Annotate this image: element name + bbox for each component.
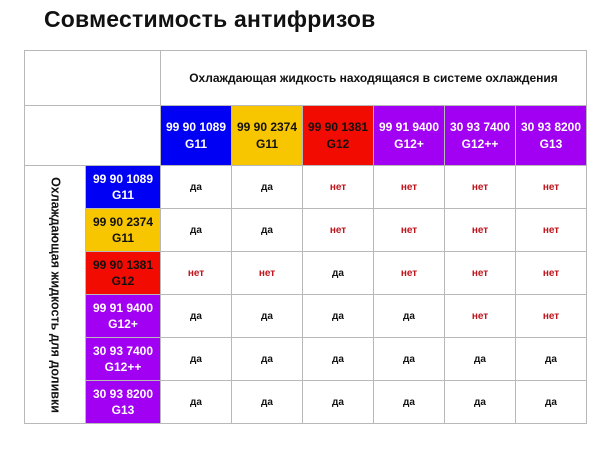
table-header-row	[25, 51, 587, 106]
compatibility-cell: нет	[516, 252, 587, 295]
table-corner-lower	[25, 106, 161, 166]
compatibility-cell: да	[232, 295, 303, 338]
coolant-code: 99 90 2374	[92, 215, 154, 229]
coolant-code: 30 93 7400	[449, 119, 511, 134]
coolant-code: 99 90 1089	[165, 119, 227, 134]
coolant-code: 30 93 8200	[92, 387, 154, 401]
coolant-grade: G11	[184, 136, 208, 151]
row-header-3	[86, 252, 161, 295]
row-header-5	[86, 338, 161, 381]
coolant-grade: G13	[539, 136, 563, 151]
coolant-code: 99 91 9400	[92, 301, 154, 315]
compatibility-cell: нет	[516, 209, 587, 252]
compatibility-cell: да	[445, 338, 516, 381]
compatibility-cell: нет	[445, 252, 516, 295]
side-caption: Охлаждающая жидкость для доливки	[48, 176, 63, 413]
compatibility-cell: да	[161, 338, 232, 381]
coolant-grade: G11	[111, 231, 135, 245]
table-row	[25, 381, 587, 424]
table-row	[25, 338, 587, 381]
compatibility-cell: нет	[374, 209, 445, 252]
coolant-code: 99 91 9400	[378, 119, 440, 134]
compatibility-cell: да	[161, 381, 232, 424]
compatibility-table	[24, 50, 587, 424]
compatibility-cell: да	[232, 209, 303, 252]
coolant-code: 30 93 7400	[92, 344, 154, 358]
column-header-3	[303, 106, 374, 166]
coolant-code: 99 90 1381	[307, 119, 369, 134]
compatibility-cell: нет	[516, 295, 587, 338]
table-row	[25, 295, 587, 338]
compatibility-cell: да	[232, 166, 303, 209]
compatibility-cell: да	[161, 166, 232, 209]
coolant-code: 99 90 2374	[236, 119, 298, 134]
column-header-row	[25, 106, 587, 166]
row-header-6	[86, 381, 161, 424]
compatibility-cell: нет	[374, 166, 445, 209]
table-row	[25, 209, 587, 252]
compatibility-cell: да	[303, 252, 374, 295]
compatibility-cell: да	[374, 295, 445, 338]
coolant-grade: G13	[111, 403, 135, 417]
compatibility-cell: нет	[161, 252, 232, 295]
side-caption-cell	[25, 166, 86, 424]
coolant-grade: G12++	[461, 136, 499, 151]
compatibility-cell: да	[516, 381, 587, 424]
table-row	[25, 252, 587, 295]
compatibility-cell: да	[161, 295, 232, 338]
row-header-1	[86, 166, 161, 209]
table-row	[25, 166, 587, 209]
compatibility-cell: нет	[303, 209, 374, 252]
column-header-5	[445, 106, 516, 166]
coolant-grade: G11	[111, 188, 135, 202]
compatibility-cell: да	[516, 338, 587, 381]
column-header-2	[232, 106, 303, 166]
column-header-6	[516, 106, 587, 166]
compatibility-cell: нет	[445, 209, 516, 252]
compatibility-cell: да	[374, 381, 445, 424]
compatibility-cell: да	[303, 338, 374, 381]
coolant-grade: G12++	[104, 360, 142, 374]
top-caption: Охлаждающая жидкость находящаяся в системе охлаждения	[161, 51, 587, 106]
compatibility-cell: да	[232, 338, 303, 381]
coolant-code: 30 93 8200	[520, 119, 582, 134]
compatibility-cell: нет	[445, 295, 516, 338]
compatibility-cell: да	[232, 381, 303, 424]
coolant-grade: G12+	[108, 317, 138, 331]
compatibility-cell: нет	[303, 166, 374, 209]
coolant-code: 99 90 1381	[92, 258, 154, 272]
compatibility-cell: да	[374, 338, 445, 381]
compatibility-cell: нет	[374, 252, 445, 295]
row-header-4	[86, 295, 161, 338]
coolant-grade: G12+	[394, 136, 424, 151]
coolant-grade: G12	[111, 274, 135, 288]
compatibility-cell: нет	[516, 166, 587, 209]
compatibility-cell: нет	[445, 166, 516, 209]
coolant-grade: G12	[326, 136, 350, 151]
table-corner	[25, 51, 161, 106]
compatibility-cell: да	[445, 381, 516, 424]
page-title: Совместимость антифризов	[44, 6, 376, 32]
compatibility-cell: нет	[232, 252, 303, 295]
row-header-2	[86, 209, 161, 252]
compatibility-cell: да	[303, 381, 374, 424]
column-header-4	[374, 106, 445, 166]
column-header-1	[161, 106, 232, 166]
compatibility-cell: да	[161, 209, 232, 252]
coolant-grade: G11	[255, 136, 279, 151]
compatibility-cell: да	[303, 295, 374, 338]
coolant-code: 99 90 1089	[92, 172, 154, 186]
